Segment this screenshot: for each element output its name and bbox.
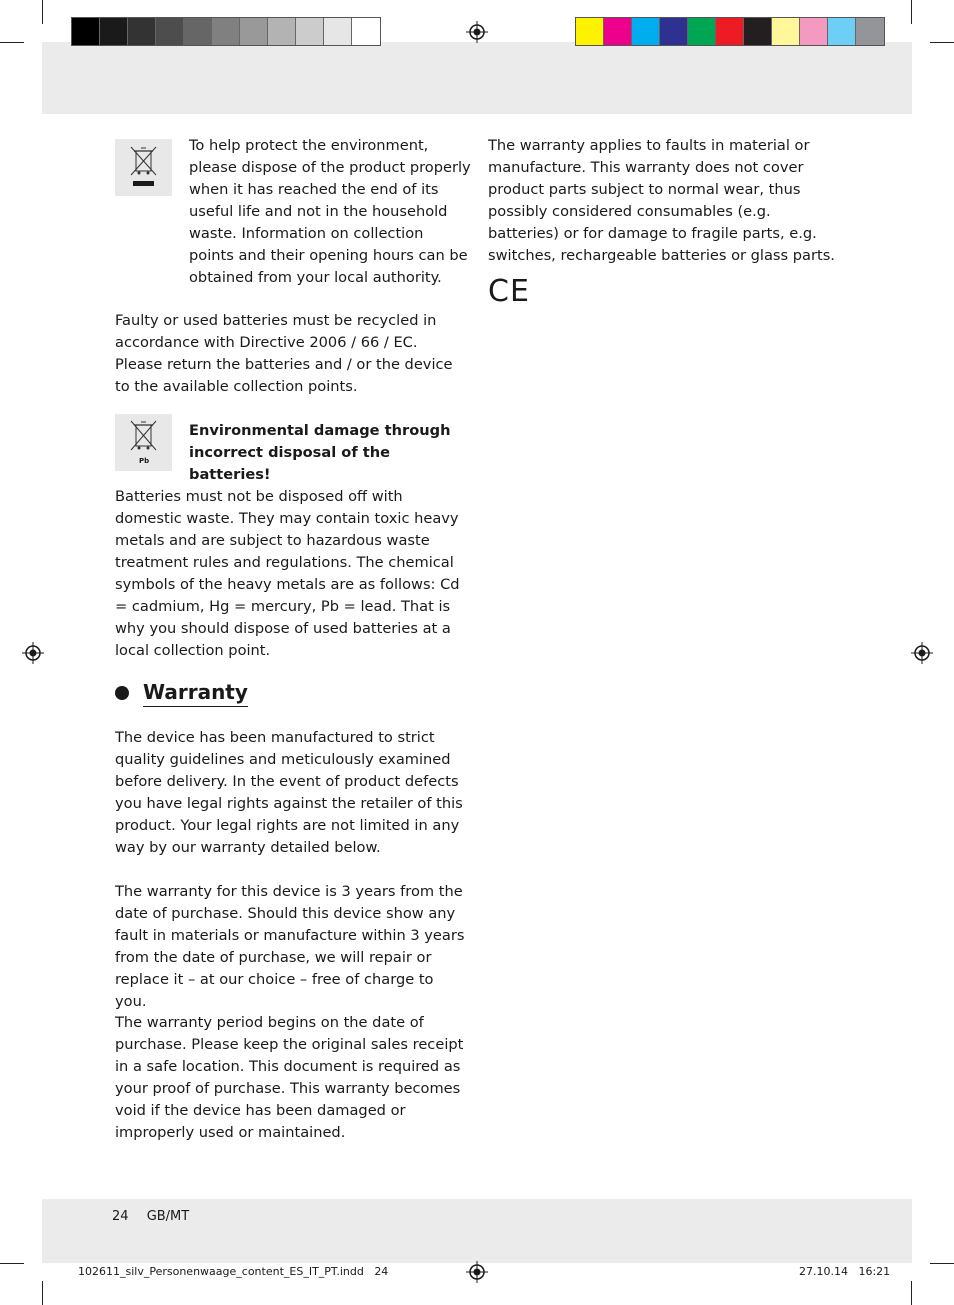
color-swatch: [604, 18, 632, 45]
color-swatch: [716, 18, 744, 45]
header-band: [42, 42, 912, 114]
ce-mark-icon: CE: [488, 274, 530, 309]
slug-date: 27.10.14 16:21: [799, 1265, 891, 1278]
battery-icon-label: Pb: [139, 457, 150, 465]
color-swatch: [184, 18, 212, 45]
color-swatch: [660, 18, 688, 45]
crop-mark: [930, 42, 954, 43]
registration-mark-icon: [22, 642, 44, 664]
color-swatch: [212, 18, 240, 45]
warranty-paragraph-1: The device has been manufactured to strict quality guidelines and meticulously examined before delivery. In the event of product defects you have legal rights against the retailer of this product. Your legal rights are not limited in any way by our warranty detailed below.: [115, 729, 463, 856]
weee-bin-icon: [115, 139, 172, 196]
warranty-paragraph-3: The warranty period begins on the date of purchase. Please keep the original sales receipt in a safe location. This document is required as your proof of purchase. This warranty becomes void if the device has been damaged or improperly used or maintained.: [115, 1014, 464, 1141]
color-swatch: [800, 18, 828, 45]
color-swatch: [296, 18, 324, 45]
page-footer: [112, 1207, 189, 1227]
registration-mark-icon: [466, 21, 488, 43]
language-code: GB/MT: [146, 1209, 190, 1224]
page-number: 24: [112, 1209, 129, 1224]
warranty-scope-paragraph: The warranty applies to faults in material or manufacture. This warranty does not cover product parts subject to normal wear, thus possibly considered consumables (e.g. batteries) or for damage to fragile parts, e.g. switches, rechargeable batteries or glass parts.: [488, 137, 835, 264]
color-swatch: [632, 18, 660, 45]
crop-mark: [42, 0, 43, 24]
weee-disposal-paragraph: To help protect the environment, please dispose of the product properly when it has reached the end of its useful life and not in the household waste. Information on collection points and their opening hours can be obtained from your local authority.: [189, 137, 471, 286]
crop-mark: [0, 1263, 24, 1264]
crop-mark: [0, 42, 24, 43]
color-swatch: [268, 18, 296, 45]
color-swatch: [744, 18, 772, 45]
crop-mark: [930, 1263, 954, 1264]
battery-recycling-paragraph: Faulty or used batteries must be recycled in accordance with Directive 2006 / 66 / EC. Please return the batteries and / or the device to the available collection points.: [115, 312, 453, 395]
registration-mark-icon: [466, 1261, 488, 1283]
heading-bullet-icon: [115, 686, 129, 700]
battery-disposal-paragraph: Batteries must not be disposed off with domestic waste. They may contain toxic heavy metals and are subject to hazardous waste treatment rules and regulations. The chemical symbols of the heavy metals are as follows: Cd = cadmium, Hg = mercury, Pb = lead. That is why you should dispose of used batteries at a local collection point.: [115, 488, 460, 659]
crop-mark: [911, 0, 912, 24]
process-color-bar: [575, 17, 885, 46]
color-swatch: [688, 18, 716, 45]
color-swatch: [576, 18, 604, 45]
warranty-paragraph-2: The warranty for this device is 3 years from the date of purchase. Should this device show any fault in materials or manufacture within 3 years from the date of purchase, we will repair or replace it – at our choice – free of charge to you.: [115, 883, 465, 1010]
color-swatch: [72, 18, 100, 45]
warranty-section-heading: [115, 679, 248, 707]
environmental-damage-heading: Environmental damage through incorrect disposal of the batteries!: [189, 422, 451, 483]
color-swatch: [156, 18, 184, 45]
color-swatch: [128, 18, 156, 45]
registration-mark-icon: [911, 642, 933, 664]
color-swatch: [352, 18, 380, 45]
slug-filename: 102611_silv_Personenwaage_content_ES_IT_PT.indd 24: [78, 1265, 389, 1278]
color-swatch: [100, 18, 128, 45]
grayscale-color-bar: [71, 17, 381, 46]
color-swatch: [324, 18, 352, 45]
color-swatch: [856, 18, 884, 45]
crop-mark: [42, 1281, 43, 1305]
color-swatch: [772, 18, 800, 45]
warranty-heading-text: Warranty: [143, 679, 248, 707]
crop-mark: [911, 1281, 912, 1305]
color-swatch: [240, 18, 268, 45]
color-swatch: [828, 18, 856, 45]
